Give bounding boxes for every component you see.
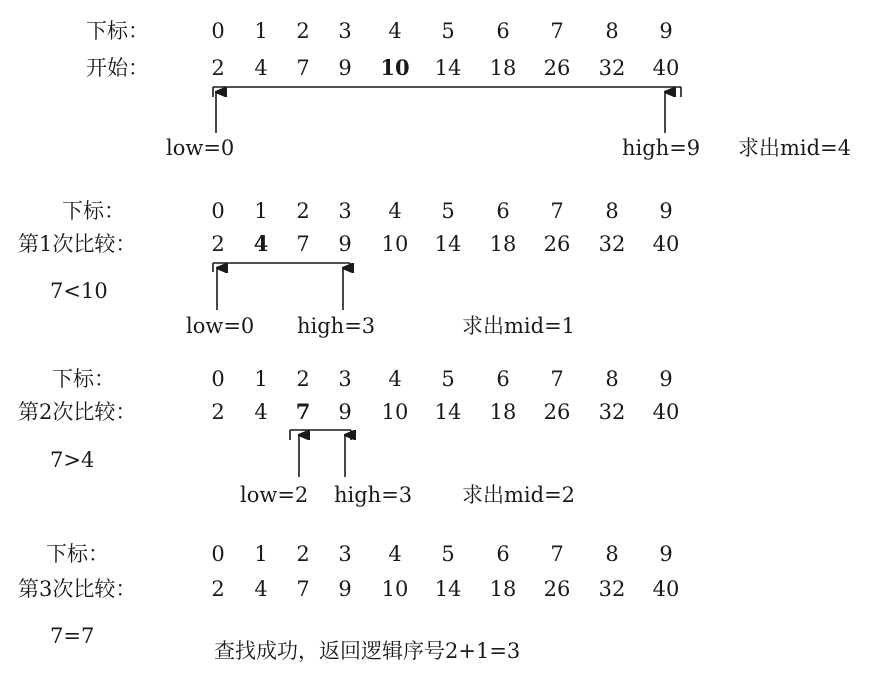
index-cell: 6 [496, 542, 510, 566]
high-label: high=3 [334, 483, 413, 507]
index-cell: 3 [338, 199, 352, 223]
value-cell: 14 [434, 400, 462, 424]
section-compare-3 [18, 542, 679, 664]
value-cell: 9 [338, 400, 352, 424]
mid-label: 求出mid=4 [738, 136, 852, 160]
index-cell: 9 [659, 542, 673, 566]
index-cell: 8 [605, 367, 619, 391]
row-label-compare: 第3次比较： [18, 577, 137, 601]
value-cell: 18 [489, 400, 517, 424]
row-label-index: 下标： [86, 19, 149, 43]
value-cell: 7 [295, 399, 311, 424]
row-label-index: 下标： [62, 199, 125, 223]
value-cell: 26 [543, 56, 571, 80]
mid-label: 求出mid=2 [462, 483, 576, 507]
index-row [211, 367, 672, 391]
index-cell: 8 [605, 542, 619, 566]
index-cell: 7 [550, 199, 564, 223]
index-cell: 8 [605, 199, 619, 223]
index-cell: 5 [441, 19, 455, 43]
value-cell: 4 [254, 56, 268, 80]
index-cell: 9 [659, 367, 673, 391]
compare-note: 7=7 [50, 624, 95, 648]
value-cell: 40 [652, 232, 680, 256]
value-cell: 32 [598, 577, 626, 601]
value-cell: 18 [489, 56, 517, 80]
index-row [211, 19, 672, 43]
index-cell: 1 [254, 367, 268, 391]
index-cell: 6 [496, 367, 510, 391]
value-row [211, 399, 679, 424]
index-cell: 5 [441, 542, 455, 566]
value-cell: 18 [489, 577, 517, 601]
row-label-compare: 第1次比较： [18, 232, 137, 256]
mid-label: 求出mid=1 [462, 314, 576, 338]
index-cell: 0 [211, 542, 225, 566]
index-cell: 9 [659, 199, 673, 223]
index-row [211, 199, 672, 223]
index-cell: 2 [296, 19, 310, 43]
index-cell: 0 [211, 367, 225, 391]
value-cell: 2 [211, 232, 225, 256]
value-cell: 7 [296, 577, 310, 601]
index-cell: 2 [296, 199, 310, 223]
high-label: high=9 [622, 136, 701, 160]
value-cell: 14 [434, 232, 462, 256]
value-cell: 4 [254, 400, 268, 424]
section-start [86, 19, 851, 160]
index-cell: 3 [338, 19, 352, 43]
index-cell: 2 [296, 542, 310, 566]
value-cell: 14 [434, 56, 462, 80]
value-cell: 40 [652, 577, 680, 601]
index-cell: 5 [441, 199, 455, 223]
value-cell: 9 [338, 232, 352, 256]
row-label-index: 下标： [46, 542, 109, 566]
value-cell: 26 [543, 400, 571, 424]
value-row [211, 577, 679, 601]
low-label: low=0 [166, 136, 235, 160]
index-cell: 6 [496, 199, 510, 223]
result-text: 查找成功，返回逻辑序号2+1=3 [214, 639, 521, 663]
index-cell: 1 [254, 542, 268, 566]
index-cell: 3 [338, 367, 352, 391]
index-cell: 8 [605, 19, 619, 43]
value-cell: 32 [598, 232, 626, 256]
value-cell: 18 [489, 232, 517, 256]
value-cell: 26 [543, 232, 571, 256]
index-cell: 2 [296, 367, 310, 391]
value-cell: 40 [652, 56, 680, 80]
value-cell: 2 [211, 56, 225, 80]
value-cell: 4 [253, 231, 269, 256]
value-cell: 10 [381, 232, 409, 256]
index-cell: 4 [388, 367, 402, 391]
value-cell: 9 [338, 56, 352, 80]
value-cell: 26 [543, 577, 571, 601]
value-cell: 32 [598, 56, 626, 80]
value-cell: 32 [598, 400, 626, 424]
low-label: low=0 [186, 314, 255, 338]
high-label: high=3 [297, 314, 376, 338]
value-cell: 10 [380, 55, 410, 80]
index-cell: 9 [659, 19, 673, 43]
index-cell: 4 [388, 542, 402, 566]
index-cell: 6 [496, 19, 510, 43]
index-cell: 7 [550, 367, 564, 391]
index-cell: 1 [254, 19, 268, 43]
value-row [211, 231, 679, 256]
index-row [211, 542, 672, 566]
index-cell: 5 [441, 367, 455, 391]
index-cell: 0 [211, 19, 225, 43]
index-cell: 0 [211, 199, 225, 223]
section-compare-2 [18, 367, 679, 507]
index-cell: 4 [388, 199, 402, 223]
value-row [211, 55, 679, 80]
index-cell: 7 [550, 19, 564, 43]
value-cell: 4 [254, 577, 268, 601]
value-cell: 10 [381, 577, 409, 601]
compare-note: 7<10 [50, 279, 108, 303]
value-cell: 7 [296, 232, 310, 256]
value-cell: 2 [211, 577, 225, 601]
row-label-start: 开始： [86, 56, 149, 80]
section-compare-1 [18, 199, 679, 338]
value-cell: 14 [434, 577, 462, 601]
row-label-index: 下标： [52, 367, 115, 391]
index-cell: 3 [338, 542, 352, 566]
value-cell: 2 [211, 400, 225, 424]
index-cell: 1 [254, 199, 268, 223]
low-label: low=2 [240, 483, 309, 507]
index-cell: 4 [388, 19, 402, 43]
row-label-compare: 第2次比较： [18, 400, 137, 424]
value-cell: 9 [338, 577, 352, 601]
index-cell: 7 [550, 542, 564, 566]
compare-note: 7>4 [50, 448, 95, 472]
value-cell: 10 [381, 400, 409, 424]
value-cell: 7 [296, 56, 310, 80]
value-cell: 40 [652, 400, 680, 424]
